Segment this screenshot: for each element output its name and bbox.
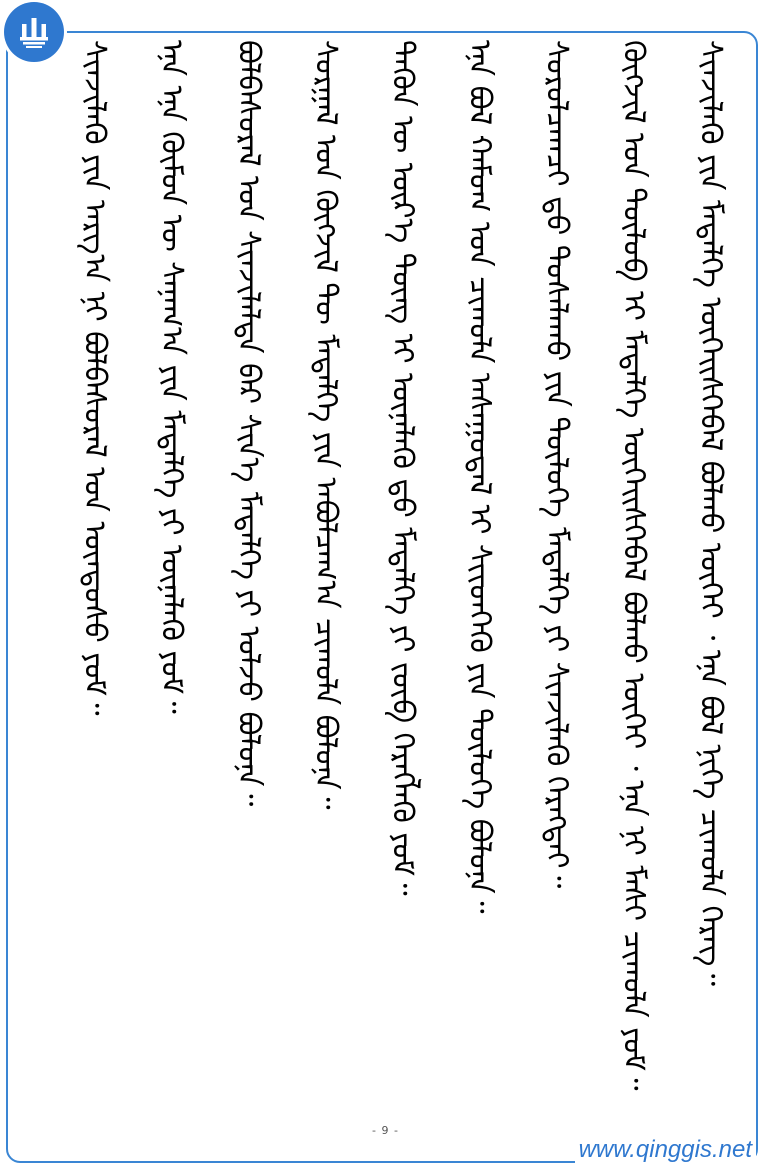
text-column: [603, 40, 663, 1120]
text-line: ᠰᠤᠷᠤᠯᠴᠠᠭᠴᠢ ᠳ᠋ᠤ ᠲᠤᠰᠠᠯᠠᠬᠤ ᠶᠢᠨ ᠲᠥᠯᠥᠭᠡ ᠮᠡᠳᠡᠯᠭᠡ ᠶᠢ ᠰᠢᠨᠵᠢᠯᠡᠬᠦ ᠬᠡᠷᠡᠭᠲᠡᠢ᠃: [539, 40, 574, 889]
text-column: [372, 40, 432, 1120]
text-line: ᠲᠡᠭᠦᠨ ᠦ ᠦᠷ᠎ᠡ ᠳᠦᠩ ᠢ ᠦᠨᠡᠯᠡᠬᠦ ᠳ᠋ᠦ ᠮᠡᠳᠡᠯᠭᠡ ᠶᠢ ᠵᠥᠪ ᠬᠡᠷᠡᠭᠯᠡᠬᠦ ᠶᠤᠮ᠃: [385, 40, 420, 896]
text-line: ᠬᠥᠭᠵᠢᠯ ᠤᠨ ᠲᠥᠯᠥᠪ ᠢ ᠮᠡᠳᠡᠯᠭᠡ ᠦᠭᠡᠢᠰᠬᠡᠪᠡᠯ ᠪᠣᠯᠬᠤ ᠦᠭᠡᠢ ᠂ ᠡᠨᠡ ᠨᠢ ᠮᠠᠰᠢ ᠴᠢᠬᠤᠯᠠ ᠶᠤᠮ᠃: [616, 40, 651, 1091]
site-logo[interactable]: [4, 2, 64, 62]
text-column: [526, 40, 586, 1120]
page-number: - 9 -: [372, 1124, 399, 1137]
temple-emblem-icon: [14, 12, 54, 52]
text-column: [295, 40, 355, 1120]
text-line: ᠰᠤᠷᠭᠠᠯ ᠤᠨ ᠬᠥᠭᠵᠢᠯ ᠲᠦ ᠮᠡᠳᠡᠯᠭᠡ ᠶᠢᠨ ᠠᠪᠤᠯᠴᠠᠭ᠎ᠠ ᠴᠢᠬᠤᠯᠠ ᠪᠣᠯᠤᠨᠠ᠃: [308, 40, 343, 810]
text-line: ᠡᠨᠡ ᠡᠨᠡ ᠬᠦᠮᠦᠨ ᠦ ᠰᠠᠨᠠᠭ᠎ᠠ ᠶᠢᠨ ᠮᠡᠳᠡᠯᠭᠡ ᠶᠢ ᠦᠨᠡᠯᠡᠬᠦ ᠶᠤᠮ᠃: [154, 40, 189, 714]
site-url-link[interactable]: www.qinggis.net: [575, 1136, 756, 1164]
text-column: [218, 40, 278, 1120]
text-column: [680, 40, 740, 1120]
text-column: [141, 40, 201, 1120]
text-line: ᠰᠢᠨᠵᠢᠯᠡᠬᠦ ᠶᠢᠨ ᠠᠷᠭ᠎ᠠ ᠨᠢ ᠪᠣᠯᠪᠠᠰᠤᠷᠠᠯ ᠤᠨ ᠦᠨᠳᠦᠰᠦ ᠶᠤᠮ᠃: [77, 40, 112, 716]
text-column: [449, 40, 509, 1120]
text-line: ᠰᠢᠨᠵᠢᠯᠡᠬᠦ ᠶᠢᠨ ᠮᠡᠳᠡᠯᠭᠡ ᠦᠭᠡᠢᠰᠬᠡᠪᠡᠯ ᠪᠣᠯᠬᠤ ᠦᠭᠡᠢ ᠂ ᠡᠨᠡ ᠪᠣᠯ ᠨᠢᠭᠡ ᠴᠢᠬᠤᠯᠠ ᠬᠡᠷᠡᠭ᠃: [693, 40, 728, 987]
text-line: ᠡᠨᠡ ᠪᠣᠯ ᠬᠠᠮᠤᠭ ᠤᠨ ᠴᠢᠬᠤᠯᠠ ᠠᠰᠠᠭᠤᠳᠠᠯ ᠢ ᠰᠢᠢᠳᠬᠡᠬᠦ ᠶᠢᠨ ᠲᠥᠯᠥᠭᠡ ᠪᠣᠯᠤᠨᠠ᠃: [462, 40, 497, 914]
text-line: ᠪᠣᠯᠪᠠᠰᠤᠷᠠᠯ ᠤᠨ ᠰᠢᠨᠵᠢᠯᠡᠯᠳᠡ ᠪᠡᠷ ᠰᠢᠨ᠎ᠡ ᠮᠡᠳᠡᠯᠭᠡ ᠶᠢ ᠣᠯᠵᠤ ᠪᠣᠯᠤᠨᠠ᠃: [231, 40, 266, 807]
mongolian-text-body: [30, 40, 740, 1120]
text-column: [64, 40, 124, 1120]
